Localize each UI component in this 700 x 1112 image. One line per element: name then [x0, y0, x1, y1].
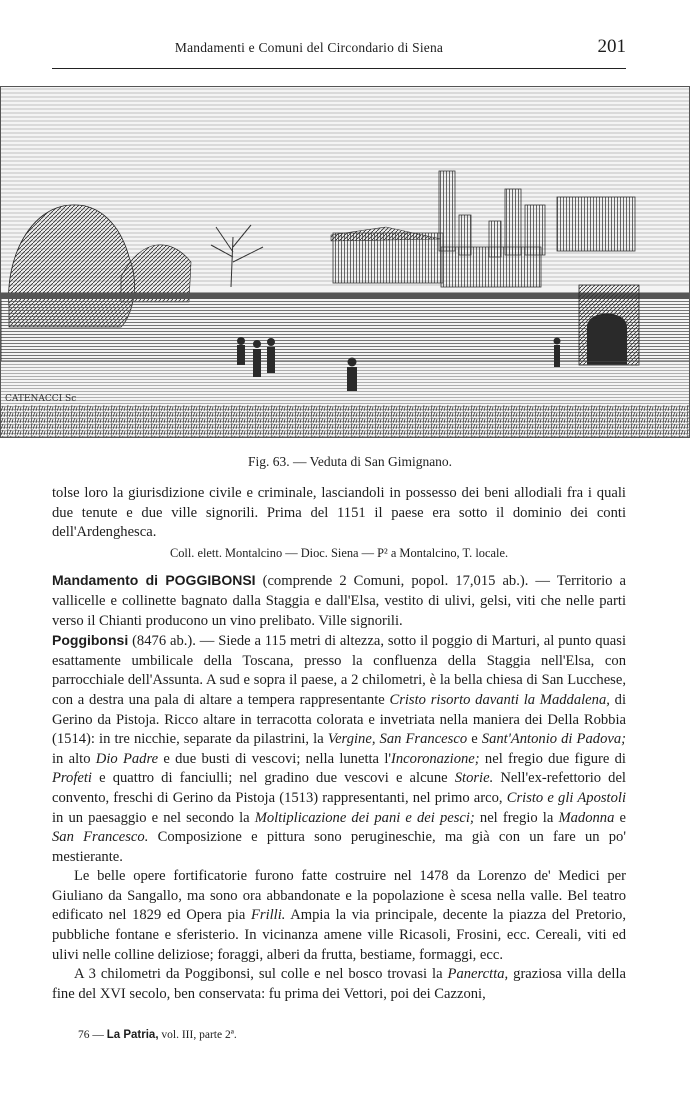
- page-footer: [78, 1029, 237, 1041]
- paragraph-1-note: Coll. elett. Montalcino — Dioc. Siena — P² a Montalcino, T. locale.: [169, 545, 509, 560]
- paragraph-1: tolse loro la giurisdizione civile e criminale, lasciandoli in possesso dei beni allodiali fra i quali due tenute e due ville signorili. Prima del 1151 il paese era sotto il dominio dei conti dell'Ardenghesca.: [52, 485, 626, 541]
- p3-j: in un paesaggio e nel secondo la: [52, 809, 255, 826]
- p5-i1: Panerctta,: [447, 966, 509, 983]
- engraving-san-gimignano: [0, 86, 690, 438]
- p3-i2: Vergine, San Francesco: [327, 731, 468, 748]
- p3-m: Composizione e pittura sono perugineschie, ma già con un fare un po' mestierante.: [52, 829, 626, 865]
- p3-i6: Profeti: [52, 770, 92, 787]
- p4-i1: Frilli.: [250, 907, 286, 924]
- poggibonsi-heading: Poggibonsi: [52, 632, 129, 649]
- page-header: [52, 38, 626, 69]
- p3-h: Nell'ex-refettorio del convento, freschi di Gerino da Pistoja (1513) rappresentanti, nel primo arco,: [52, 770, 626, 806]
- p3-g: e quattro di fanciulli; nel gradino due vescovi e alcune: [92, 770, 455, 787]
- p4-b: Ampia la via principale, decente la piazza del Pretorio, pubbliche fontane e sferisterio. In vicinanza amene ville Ricasoli, Frosini, ecc. Cereali, viti ed ulivi nelle colline deliziose; foraggi, alberi da frutta, bestiame, formaggi, ecc.: [52, 907, 627, 963]
- footer-brand: La Patria,: [106, 1029, 159, 1041]
- paragraph-2: [52, 571, 626, 631]
- paragraph-4: [52, 867, 626, 965]
- p3-b: di Gerino da Pistoja. Ricco altare in terracotta colorata e invetriata nella maniera dei Della Robbia (1514): in tre nicchie, separate da pilastrini, la: [52, 691, 626, 748]
- p3-i9: Moltiplicazione dei pani e dei pesci;: [254, 809, 475, 826]
- footer-prefix: 76 —: [78, 1029, 107, 1041]
- p3-d: in alto: [52, 750, 96, 767]
- p3-i11: San Francesco.: [52, 829, 149, 846]
- body-text: [52, 484, 626, 1004]
- p3-c: e: [467, 731, 482, 748]
- paragraph-2-text: (comprende 2 Comuni, popol. 17,015 ab.). — Territorio a vallicelle e collinette bagnato dalla Staggia e dall'Elsa, vestito di ulivi, gelsi, viti che nelle parti verso il Chianti producono un vino prelibato. Ville signorili.: [52, 573, 626, 629]
- p3-f: nel fregio due figure di: [479, 750, 626, 767]
- p5-b: graziosa villa della fine del XVI secolo, ben conservata: fu prima dei Vettori, poi dei Cazzoni,: [52, 966, 626, 1002]
- p3-l: e: [614, 809, 626, 826]
- p3-i10: Madonna: [558, 809, 615, 826]
- p3-e: e due busti di vescovi; nella lunetta l': [158, 750, 392, 767]
- footer-suffix: vol. III, parte 2ª.: [158, 1029, 237, 1041]
- p3-i4: Dio Padre: [95, 750, 159, 767]
- p3-i8: Cristo e gli Apostoli: [506, 789, 626, 806]
- mandamento-heading: Mandamento di POGGIBONSI: [52, 572, 256, 589]
- p3-i5: Incoronazione;: [391, 750, 480, 767]
- p5-a: A 3 chilometri da Poggibonsi, sul colle e nel bosco trovasi la: [74, 966, 448, 983]
- p4-a: Le belle opere fortificatorie furono fatte costruire nel 1478 da Lorenzo de' Medici per Giuliano da Sangallo, ma sono ora abbandonate e la popolazione è scesa nella valle. Bel teatro edificato nel 1829 ed Opera pia: [52, 868, 626, 924]
- p3-i3: Sant'Antonio di Padova;: [481, 731, 626, 748]
- p3-i1: Cristo risorto davanti la Maddalena,: [389, 691, 610, 708]
- paragraph-3: [52, 631, 626, 867]
- page-number: 201: [597, 36, 626, 57]
- p3-i7: Storie.: [454, 770, 494, 787]
- paragraph-5: [52, 965, 626, 1004]
- p3-a: (8476 ab.). — Siede a 115 metri di altezza, sotto il poggio di Marturi, al punto quasi esattamente umbilicale della Toscana, presso la confluenza della Staggia nell'Elsa, con parrocchiale dell'Assunta. A sud e sopra il paese, a 2 chilometri, è la bella chiesa di San Lucchese, con a destra una pala di altare a tempera rappresentante: [52, 633, 626, 708]
- p3-k: nel fregio la: [474, 809, 559, 826]
- engraver-signature: CATENACCI Sc: [5, 394, 77, 404]
- running-title: Mandamenti e Comuni del Circondario di Siena: [174, 40, 444, 55]
- figure-caption: Fig. 63. — Veduta di San Gimignano.: [247, 454, 453, 469]
